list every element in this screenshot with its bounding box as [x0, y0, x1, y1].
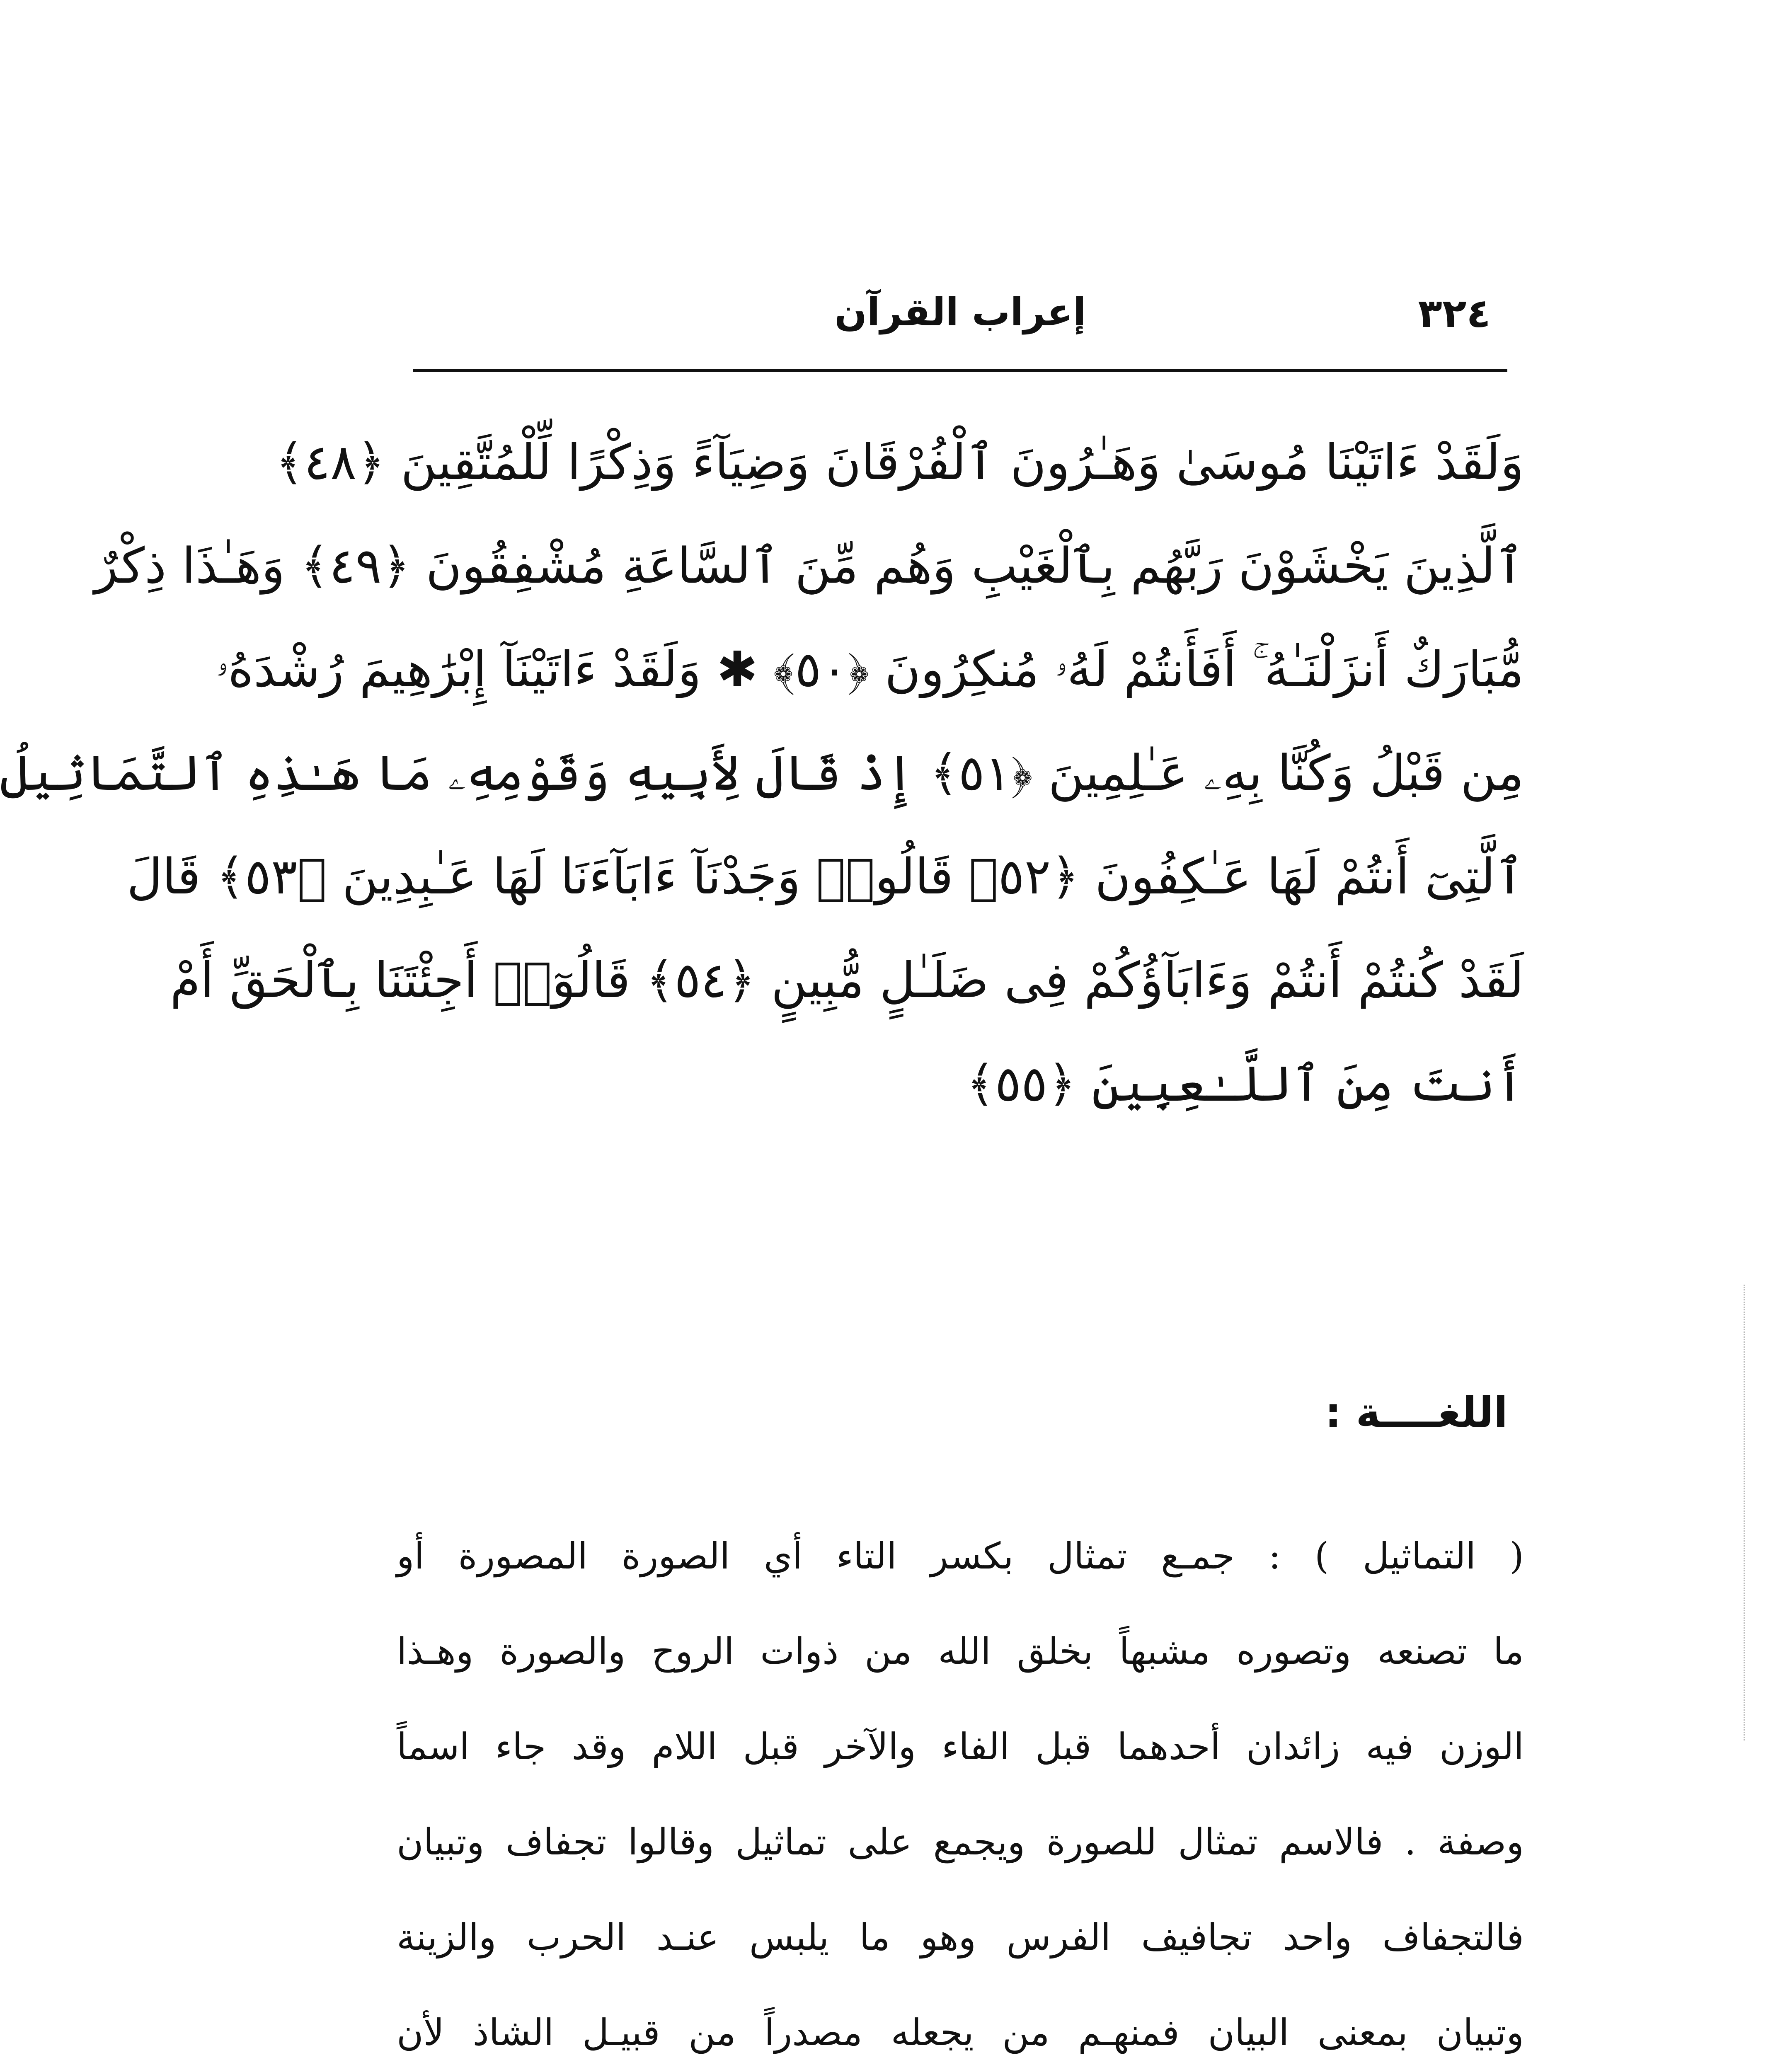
verse-line: ٱلَّذِينَ يَخْشَوْنَ رَبَّهُم بِٱلْغَيْبِ وَهُم مِّنَ ٱلسَّاعَةِ مُشْفِقُونَ ﴿٤٩﴾ وَهَـٰذَا ذِكْرٌ [94, 537, 1524, 594]
commentary-text [397, 1508, 1524, 2072]
body-line: الوزن فيه زائدان أحدهما قبل الفاء والآخر قبل اللام وقد جاء اسماً [397, 1725, 1524, 1768]
verse-line: لَقَدْ كُنتُمْ أَنتُمْ وَءَابَآؤُكُمْ فِى ضَلَـٰلٍ مُّبِينٍ ﴿٥٤﴾ قَالُوٓا۟ أَجِئْتَنَا بِٱلْحَقِّ أَمْ [170, 951, 1524, 1009]
verse-line: أَنتَ مِنَ ٱللَّـٰعِبِينَ ﴿٥٥﴾ [966, 1055, 1524, 1112]
scan-margin-marks [1744, 1285, 1749, 1740]
quran-verses [0, 410, 1524, 1135]
page-header [413, 290, 1507, 356]
header-rule [413, 369, 1507, 372]
verse-line: مِن قَبْلُ وَكُنَّا بِهِۦ عَـٰلِمِينَ ﴿٥١﴾ إِذْ قَالَ لِأَبِيهِ وَقَوْمِهِۦ مَا هَـٰذِهِ ٱلتَّمَاثِيلُ [0, 744, 1524, 801]
book-title: إعراب القرآن [834, 290, 1086, 334]
verse-line: ٱلَّتِىٓ أَنتُمْ لَهَا عَـٰكِفُونَ ﴿٥٢﴾ قَالُوا۟ وَجَدْنَآ ءَابَآءَنَا لَهَا عَـٰبِدِينَ ﴿٥٣﴾ قَالَ [126, 848, 1524, 905]
body-line: ما تصنعه وتصوره مشبهاً بخلق الله من ذوات الروح والصورة وهـذا [397, 1630, 1524, 1673]
page-number: ٣٢٤ [1418, 290, 1491, 336]
section-heading: اللغــــة : [1325, 1388, 1508, 1437]
verse-line: مُّبَارَكٌ أَنزَلْنَـٰهُ ۚ أَفَأَنتُمْ لَهُۥ مُنكِرُونَ ﴿٥٠﴾ ✱ وَلَقَدْ ءَاتَيْنَآ إِبْرَٰهِيمَ رُشْدَهُۥ [216, 641, 1524, 698]
body-line: وتبيان بمعنى البيان فمنهـم من يجعله مصدراً من قبيـل الشاذ لأن [397, 2011, 1524, 2054]
verse-line: وَلَقَدْ ءَاتَيْنَا مُوسَىٰ وَهَـٰرُونَ ٱلْفُرْقَانَ وَضِيَآءً وَذِكْرًا لِّلْمُتَّقِينَ ﴿٤٨﴾ [275, 433, 1524, 491]
body-line: وصفة . فالاسم تمثال للصورة ويجمع على تماثيل وقالوا تجفاف وتبيان [397, 1820, 1524, 1863]
body-line: ( التماثيل ) : جمـع تمثال بكسر التاء أي الصورة المصورة أو [397, 1535, 1524, 1577]
body-line: فالتجفاف واحد تجافيف الفرس وهو ما يلبس عنـد الحرب والزينة [397, 1916, 1524, 1958]
